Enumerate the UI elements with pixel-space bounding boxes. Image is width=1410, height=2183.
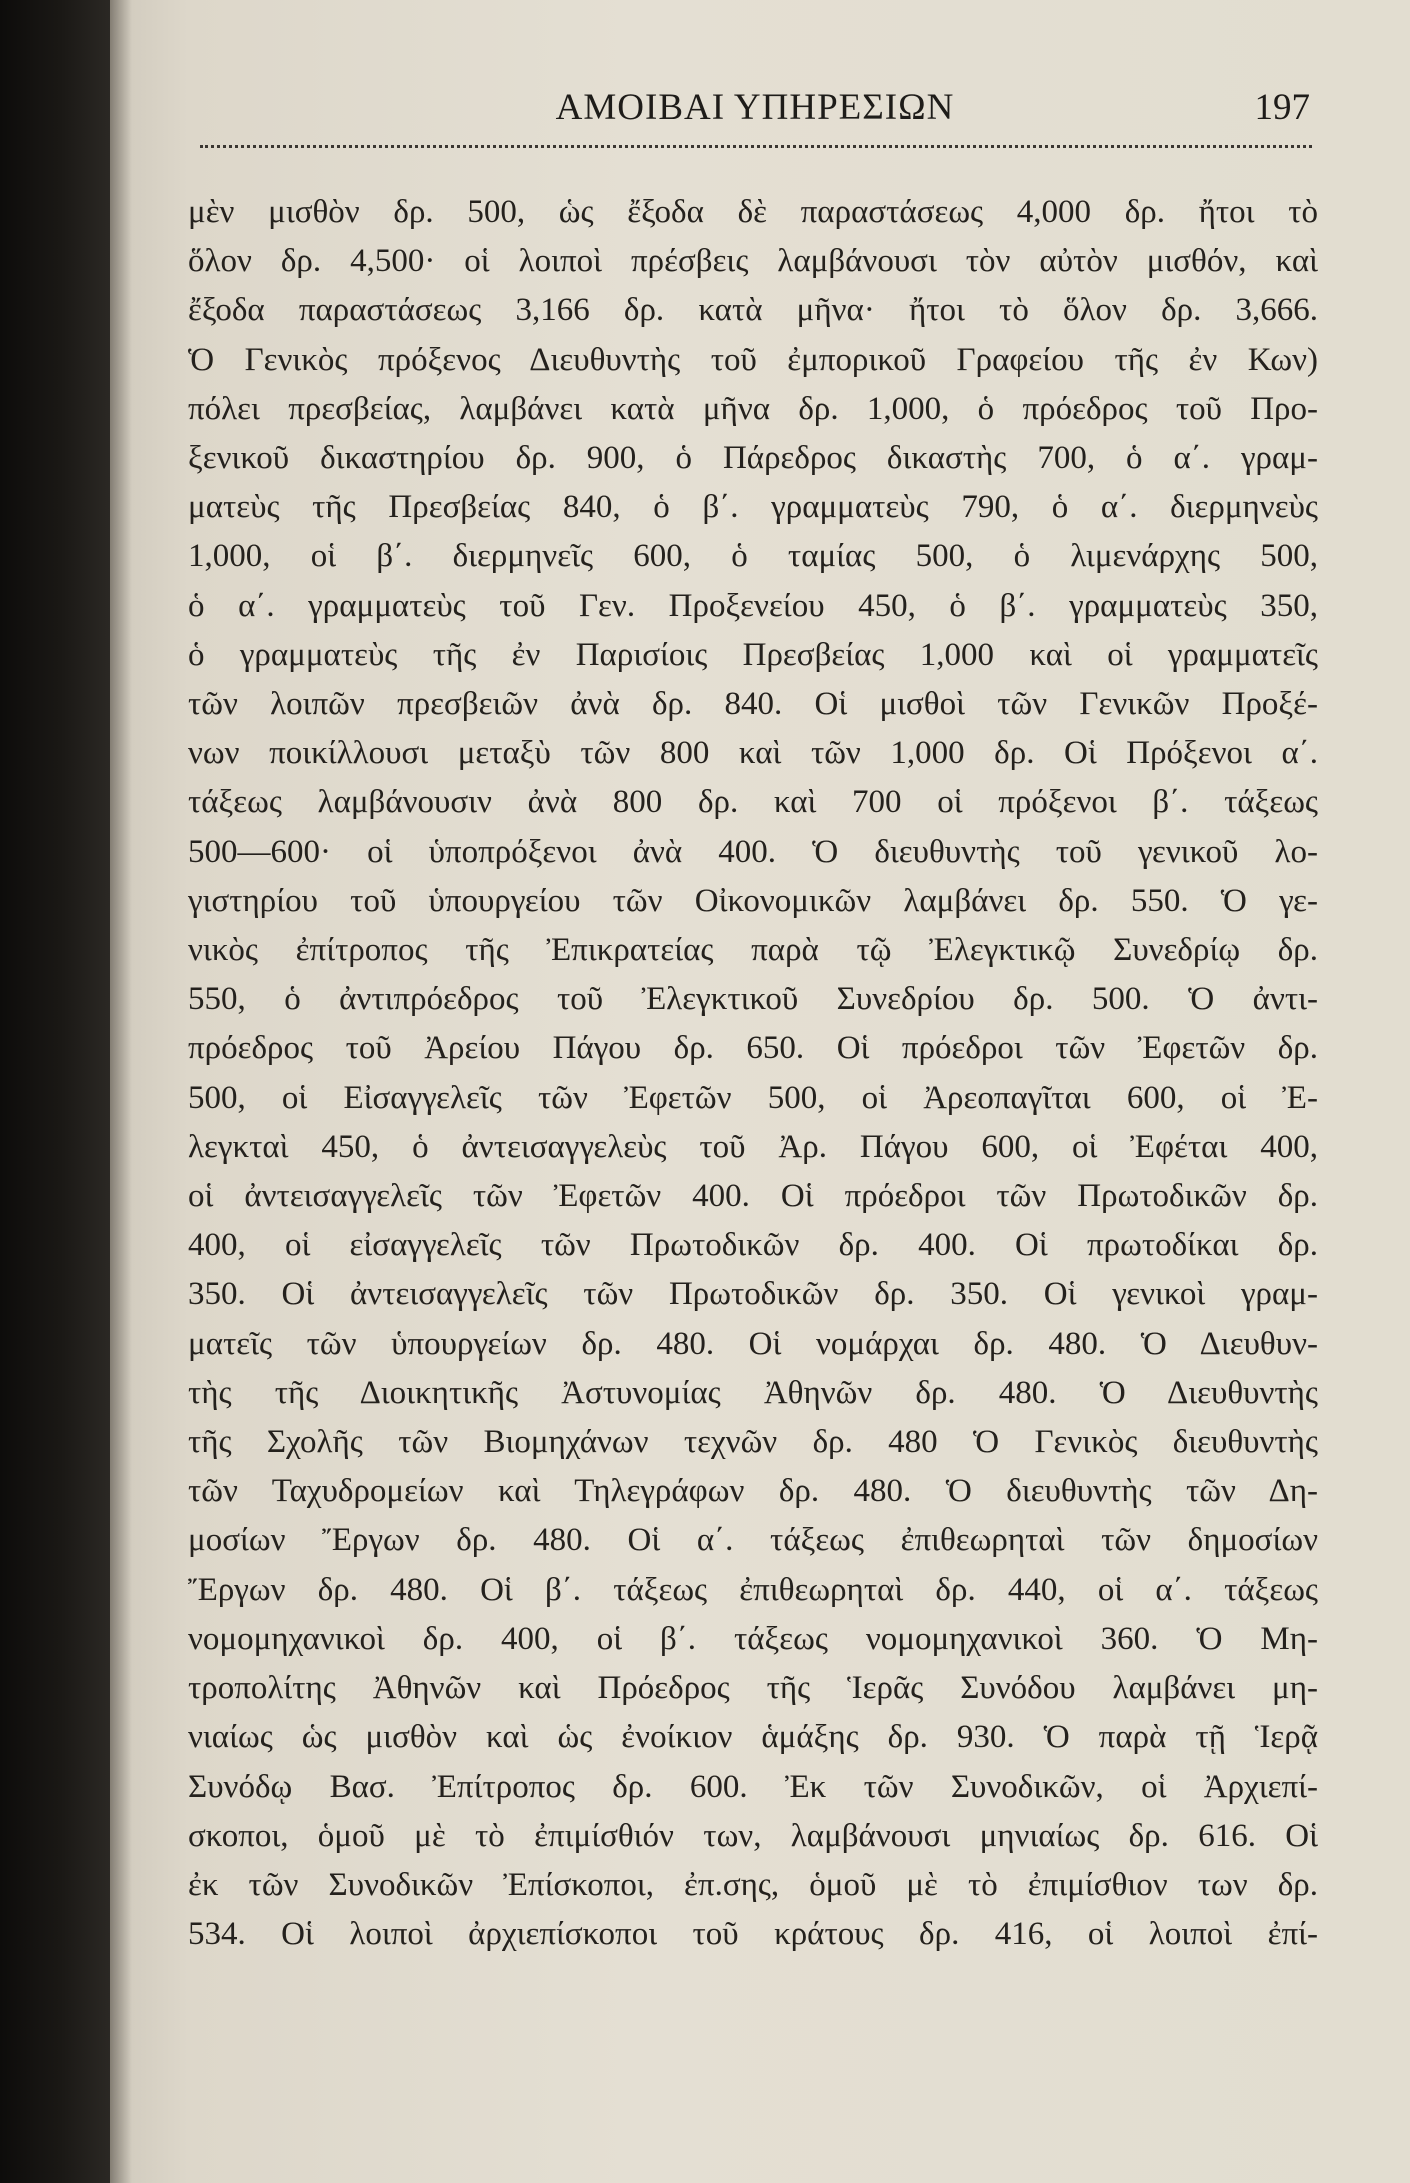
text-line: νων ποικίλλουσι μεταξὺ τῶν 800 καὶ τῶν 1,000 δρ. Οἱ Πρόξενοι α΄. <box>188 735 1318 772</box>
text-line: πρόεδρος τοῦ Ἀρείου Πάγου δρ. 650. Οἱ πρόεδροι τῶν Ἐφετῶν δρ. <box>188 1030 1318 1067</box>
text-line: ματεῖς τῶν ὑπουργείων δρ. 480. Οἱ νομάρχαι δρ. 480. Ὁ Διευθυν- <box>188 1325 1318 1362</box>
text-line: 500—600· οἱ ὑποπρόξενοι ἀνὰ 400. Ὁ διευθυντὴς τοῦ γενικοῦ λο- <box>188 833 1318 870</box>
text-line: 400, οἱ εἰσαγγελεῖς τῶν Πρωτοδικῶν δρ. 400. Οἱ πρωτοδίκαι δρ. <box>188 1227 1318 1264</box>
text-line: τῆς Σχολῆς τῶν Βιομηχάνων τεχνῶν δρ. 480 Ὁ Γενικὸς διευθυντὴς <box>188 1424 1318 1461</box>
text-line: ὅλον δρ. 4,500· οἱ λοιποὶ πρέσβεις λαμβάνουσι τὸν αὐτὸν μισθόν, καὶ <box>188 243 1318 280</box>
running-title: ΑΜΟΙΒΑΙ ΥΠΗΡΕΣΙΩΝ <box>555 87 955 128</box>
scan-dark-margin <box>0 0 110 2183</box>
text-line: σκοποι, ὁμοῦ μὲ τὸ ἐπιμίσθιόν των, λαμβάνουσι μηνιαίως δρ. 616. Οἱ <box>188 1817 1318 1854</box>
text-line: 350. Οἱ ἀντεισαγγελεῖς τῶν Πρωτοδικῶν δρ. 350. Οἱ γενικοὶ γραμ- <box>188 1276 1318 1313</box>
text-line: λεγκταὶ 450, ὁ ἀντεισαγγελεὺς τοῦ Ἀρ. Πάγου 600, οἱ Ἐφέται 400, <box>188 1128 1318 1165</box>
text-line: Συνόδῳ Βασ. Ἐπίτροπος δρ. 600. Ἐκ τῶν Συνοδικῶν, οἱ Ἀρχιεπί- <box>188 1768 1318 1805</box>
text-line: Ἔργων δρ. 480. Οἱ β΄. τάξεως ἐπιθεωρηταὶ δρ. 440, οἱ α΄. τάξεως <box>188 1571 1318 1608</box>
text-line: 550, ὁ ἀντιπρόεδρος τοῦ Ἐλεγκτικοῦ Συνεδρίου δρ. 500. Ὁ ἀντι- <box>188 981 1318 1018</box>
text-line: τῶν λοιπῶν πρεσβειῶν ἀνὰ δρ. 840. Οἱ μισθοὶ τῶν Γενικῶν Προξέ- <box>188 686 1318 723</box>
text-line: τῶν Ταχυδρομείων καὶ Τηλεγράφων δρ. 480. Ὁ διευθυντὴς τῶν Δη- <box>188 1473 1318 1510</box>
text-line: οἱ ἀντεισαγγελεῖς τῶν Ἐφετῶν 400. Οἱ πρόεδροι τῶν Πρωτοδικῶν δρ. <box>188 1178 1318 1215</box>
text-line: μοσίων Ἔργων δρ. 480. Οἱ α΄. τάξεως ἐπιθεωρηταὶ τῶν δημοσίων <box>188 1522 1318 1559</box>
text-line: ὁ γραμματεὺς τῆς ἐν Παρισίοις Πρεσβείας 1,000 καὶ οἱ γραμματεῖς <box>188 636 1318 673</box>
text-line: πόλει πρεσβείας, λαμβάνει κατὰ μῆνα δρ. 1,000, ὁ πρόεδρος τοῦ Προ- <box>188 390 1318 427</box>
book-page <box>110 0 1410 2183</box>
text-line: Ὁ Γενικὸς πρόξενος Διευθυντὴς τοῦ ἐμπορικοῦ Γραφείου τῆς ἐν Κων) <box>188 341 1318 378</box>
text-line: νομομηχανικοὶ δρ. 400, οἱ β΄. τάξεως νομομηχανικοὶ 360. Ὁ Μη- <box>188 1620 1318 1657</box>
page-number: 197 <box>1254 87 1310 128</box>
header-dotted-rule <box>200 145 1312 148</box>
text-line: γιστηρίου τοῦ ὑπουργείου τῶν Οἰκονομικῶν λαμβάνει δρ. 550. Ὁ γε- <box>188 882 1318 919</box>
text-line: 1,000, οἱ β΄. διερμηνεῖς 600, ὁ ταμίας 500, ὁ λιμενάρχης 500, <box>188 538 1318 575</box>
text-line: ὁ α΄. γραμματεὺς τοῦ Γεν. Προξενείου 450, ὁ β΄. γραμματεὺς 350, <box>188 587 1318 624</box>
page-gutter-shadow <box>110 0 132 2183</box>
text-line: ξενικοῦ δικαστηρίου δρ. 900, ὁ Πάρεδρος δικαστὴς 700, ὁ α΄. γραμ- <box>188 440 1318 477</box>
text-line: μὲν μισθὸν δρ. 500, ὡς ἔξοδα δὲ παραστάσεως 4,000 δρ. ἤτοι τὸ <box>188 194 1318 230</box>
text-line: ἔξοδα παραστάσεως 3,166 δρ. κατὰ μῆνα· ἤτοι τὸ ὅλον δρ. 3,666. <box>188 292 1318 329</box>
text-line: ἐκ τῶν Συνοδικῶν Ἐπίσκοποι, ἐπ.σης, ὁμοῦ μὲ τὸ ἐπιμίσθιον των δρ. <box>188 1866 1318 1903</box>
text-line: νικὸς ἐπίτροπος τῆς Ἐπικρατείας παρὰ τῷ Ἐλεγκτικῷ Συνεδρίῳ δρ. <box>188 932 1318 969</box>
text-line: 534. Οἱ λοιποὶ ἀρχιεπίσκοποι τοῦ κράτους δρ. 416, οἱ λοιποὶ ἐπί- <box>188 1916 1318 1953</box>
text-line: 500, οἱ Εἰσαγγελεῖς τῶν Ἐφετῶν 500, οἱ Ἀρεοπαγῖται 600, οἱ Ἐ- <box>188 1079 1318 1116</box>
text-line: νιαίως ὡς μισθὸν καὶ ὡς ἐνοίκιον ἁμάξης δρ. 930. Ὁ παρὰ τῇ Ἱερᾷ <box>188 1719 1318 1756</box>
running-head <box>200 86 1310 136</box>
text-line: τὴς τῆς Διοικητικῆς Ἀστυνομίας Ἀθηνῶν δρ. 480. Ὁ Διευθυντὴς <box>188 1374 1318 1411</box>
text-line: τροπολίτης Ἀθηνῶν καὶ Πρόεδρος τῆς Ἱερᾶς Συνόδου λαμβάνει μη- <box>188 1670 1318 1707</box>
text-line: τάξεως λαμβάνουσιν ἀνὰ 800 δρ. καὶ 700 οἱ πρόξενοι β΄. τάξεως <box>188 784 1318 821</box>
body-paragraph <box>188 188 1318 1959</box>
text-line: ματεὺς τῆς Πρεσβείας 840, ὁ β΄. γραμματεὺς 790, ὁ α΄. διερμηνεὺς <box>188 489 1318 526</box>
